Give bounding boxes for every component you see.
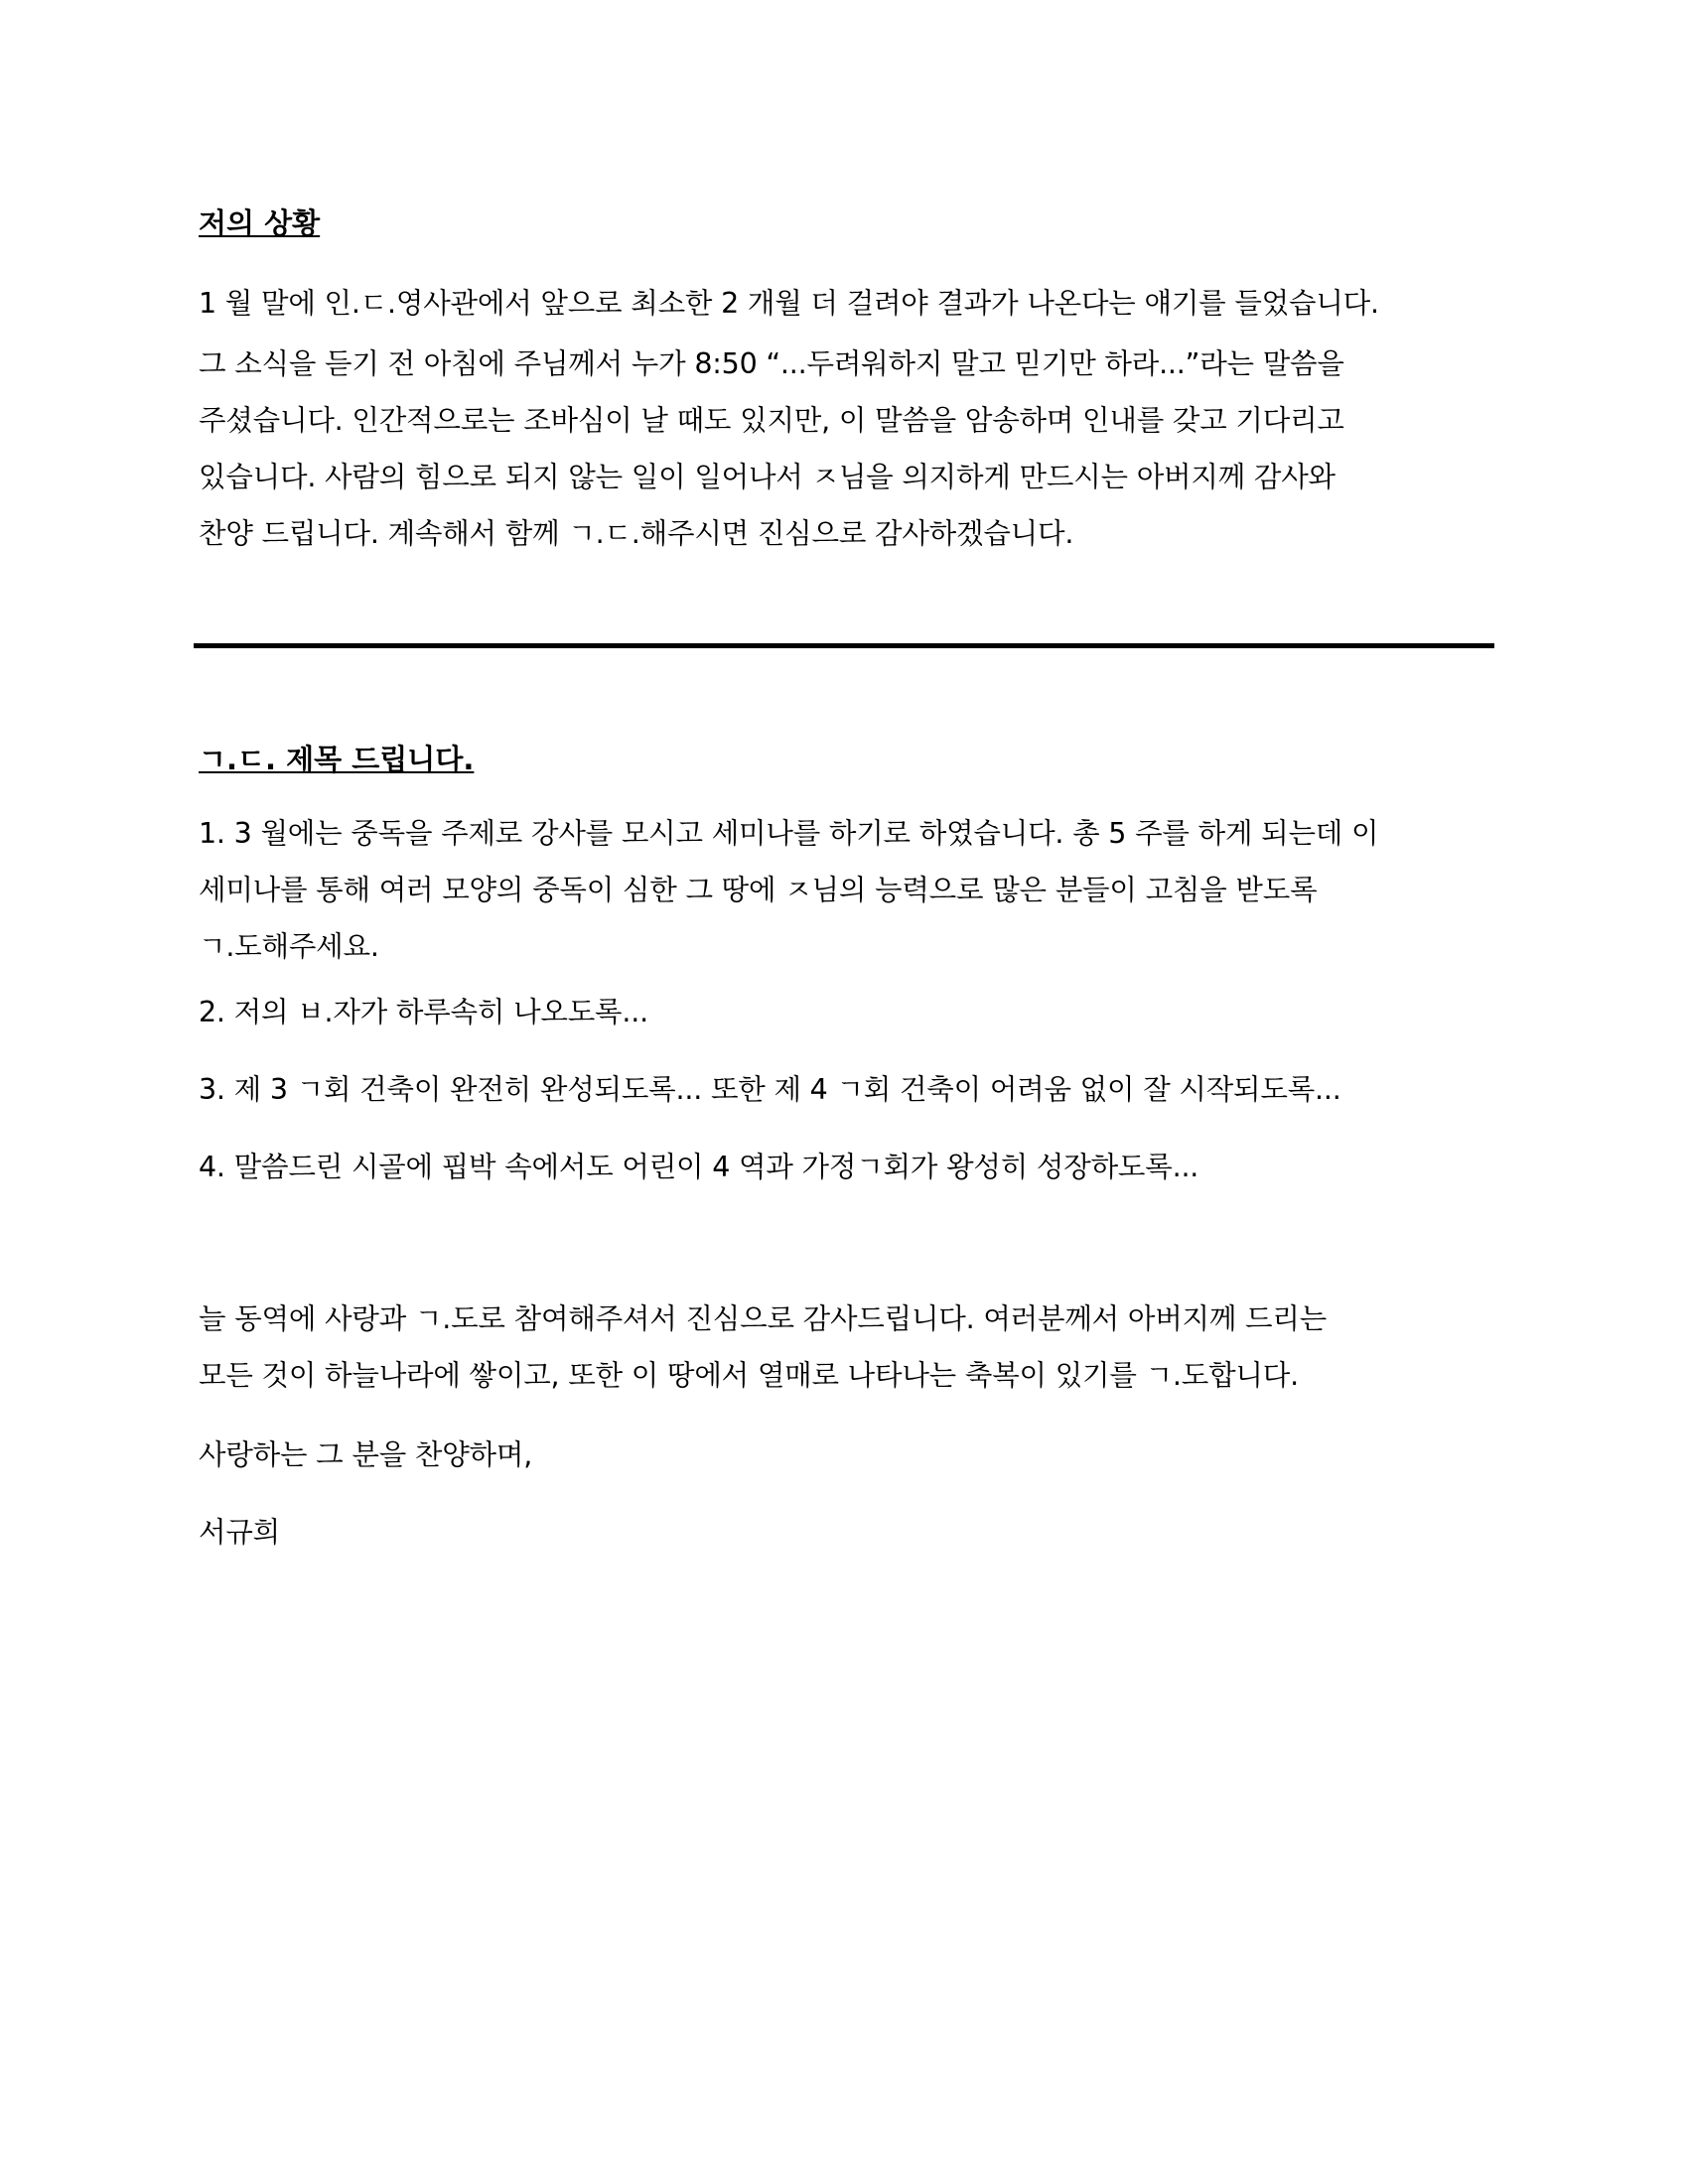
section-heading-prayer-topics: ㄱ.ㄷ. 제목 드립니다.: [199, 743, 475, 776]
paragraph-consulate-news: 1 월 말에 인.ㄷ.영사관에서 앞으로 최소한 2 개월 더 걸려야 결과가 나온다는 얘기를 들었습니다.: [199, 287, 1379, 320]
section-heading-my-situation: 저의 상황: [199, 206, 321, 240]
prayer-item-1: [199, 805, 1378, 975]
signoff: 사랑하는 그 분을 찬양하며,: [199, 1438, 533, 1471]
paragraph-line: 1. 3 월에는 중독을 주제로 강사를 모시고 세미나를 하기로 하였습니다. 총 5 주를 하게 되는데 이: [199, 817, 1379, 850]
signature: 서규희: [199, 1516, 280, 1549]
paragraph-line: 늘 동역에 사랑과 ㄱ.도로 참여해주셔서 진심으로 감사드립니다. 여러분께서 아버지께 드리는: [199, 1302, 1328, 1335]
closing-paragraph: [199, 1291, 1327, 1404]
paragraph-line: ㄱ.도해주세요.: [199, 930, 379, 963]
prayer-item-4: 4. 말씀드린 시골에 핍박 속에서도 어린이 4 역과 가정ㄱ회가 왕성히 성장하도록...: [199, 1151, 1199, 1183]
paragraph-line: 있습니다. 사람의 힘으로 되지 않는 일이 일어나서 ㅈ님을 의지하게 만드시는 아버지께 감사와: [199, 461, 1336, 493]
paragraph-line: 세미나를 통해 여러 모양의 중독이 심한 그 땅에 ㅈ님의 능력으로 많은 분들이 고침을 받도록: [199, 874, 1318, 906]
section-divider: [194, 643, 1494, 648]
prayer-item-3: 3. 제 3 ㄱ회 건축이 완전히 완성되도록... 또한 제 4 ㄱ회 건축이 어려움 없이 잘 시작되도록...: [199, 1073, 1341, 1106]
prayer-item-2: 2. 저의 ㅂ.자가 하루속히 나오도록...: [199, 996, 648, 1028]
paragraph-line: 그 소식을 듣기 전 아침에 주님께서 누가 8:50 “...두려워하지 말고 믿기만 하라...”라는 말씀을: [199, 347, 1344, 380]
paragraph-line: 모든 것이 하늘나라에 쌓이고, 또한 이 땅에서 열매로 나타나는 축복이 있기를 ㄱ.도합니다.: [199, 1359, 1299, 1392]
paragraph-scripture-thanks: [199, 336, 1344, 562]
paragraph-line: 찬양 드립니다. 계속해서 함께 ㄱ.ㄷ.해주시면 진심으로 감사하겠습니다.: [199, 517, 1074, 550]
paragraph-line: 주셨습니다. 인간적으로는 조바심이 날 때도 있지만, 이 말씀을 암송하며 인내를 갖고 기다리고: [199, 404, 1344, 437]
